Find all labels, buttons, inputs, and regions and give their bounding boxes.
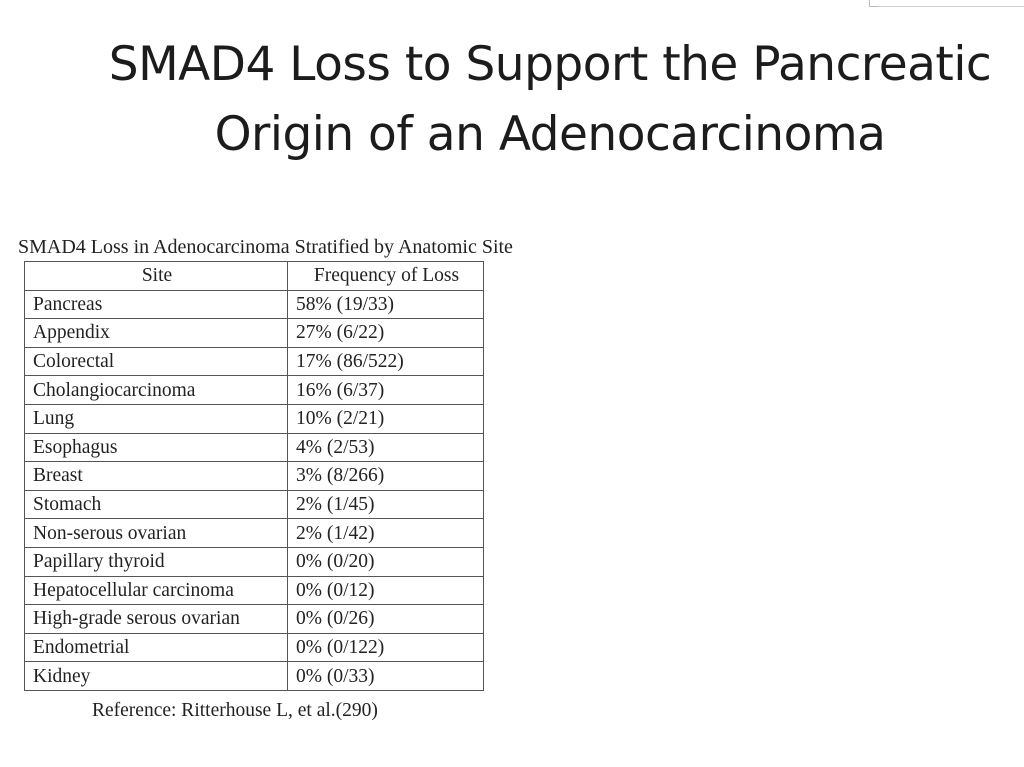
table-body (25, 290, 484, 690)
slide-title-line-1: SMAD4 Loss to Support the Pancreatic (108, 37, 992, 92)
table-row (25, 576, 484, 605)
cell-site: Breast (25, 462, 288, 491)
cell-frequency: 58% (19/33) (288, 290, 484, 319)
cell-site: Kidney (25, 662, 288, 691)
table-row (25, 462, 484, 491)
cell-frequency: 16% (6/37) (288, 376, 484, 405)
table-row (25, 347, 484, 376)
cell-site: Papillary thyroid (25, 547, 288, 576)
cell-frequency: 0% (0/122) (288, 633, 484, 662)
smad4-table-container (24, 261, 484, 691)
table-caption: SMAD4 Loss in Adenocarcinoma Stratified by Anatomic Site (18, 236, 513, 258)
cell-site: Colorectal (25, 347, 288, 376)
cell-site: Esophagus (25, 433, 288, 462)
table-row (25, 662, 484, 691)
cell-frequency: 27% (6/22) (288, 319, 484, 348)
cell-site: Cholangiocarcinoma (25, 376, 288, 405)
cell-frequency: 2% (1/45) (288, 490, 484, 519)
cell-frequency: 0% (0/33) (288, 662, 484, 691)
cell-site: Appendix (25, 319, 288, 348)
table-row (25, 547, 484, 576)
cell-frequency: 0% (0/20) (288, 547, 484, 576)
header-frequency: Frequency of Loss (288, 262, 484, 291)
cell-site: Pancreas (25, 290, 288, 319)
table-row (25, 319, 484, 348)
table-row (25, 605, 484, 634)
cell-frequency: 0% (0/12) (288, 576, 484, 605)
cell-site: Lung (25, 404, 288, 433)
table-row (25, 433, 484, 462)
slide-title-line-2: Origin of an Adenocarcinoma (214, 107, 886, 162)
cell-frequency: 17% (86/522) (288, 347, 484, 376)
cell-frequency: 2% (1/42) (288, 519, 484, 548)
header-site: Site (25, 262, 288, 291)
top-edge-line (874, 0, 1024, 7)
reference-note: Reference: Ritterhouse L, et al.(290) (92, 700, 378, 721)
cell-site: High-grade serous ovarian (25, 605, 288, 634)
smad4-loss-table (24, 261, 484, 691)
table-row (25, 519, 484, 548)
cell-frequency: 4% (2/53) (288, 433, 484, 462)
cell-site: Non-serous ovarian (25, 519, 288, 548)
cell-frequency: 3% (8/266) (288, 462, 484, 491)
table-header-row (25, 262, 484, 291)
cell-site: Stomach (25, 490, 288, 519)
table-row (25, 290, 484, 319)
cell-site: Hepatocellular carcinoma (25, 576, 288, 605)
table-row (25, 376, 484, 405)
cell-frequency: 10% (2/21) (288, 404, 484, 433)
table-row (25, 633, 484, 662)
cell-site: Endometrial (25, 633, 288, 662)
cursor-icon (869, 0, 878, 7)
cell-frequency: 0% (0/26) (288, 605, 484, 634)
table-row (25, 490, 484, 519)
table-row (25, 404, 484, 433)
slide-title (0, 30, 1024, 170)
